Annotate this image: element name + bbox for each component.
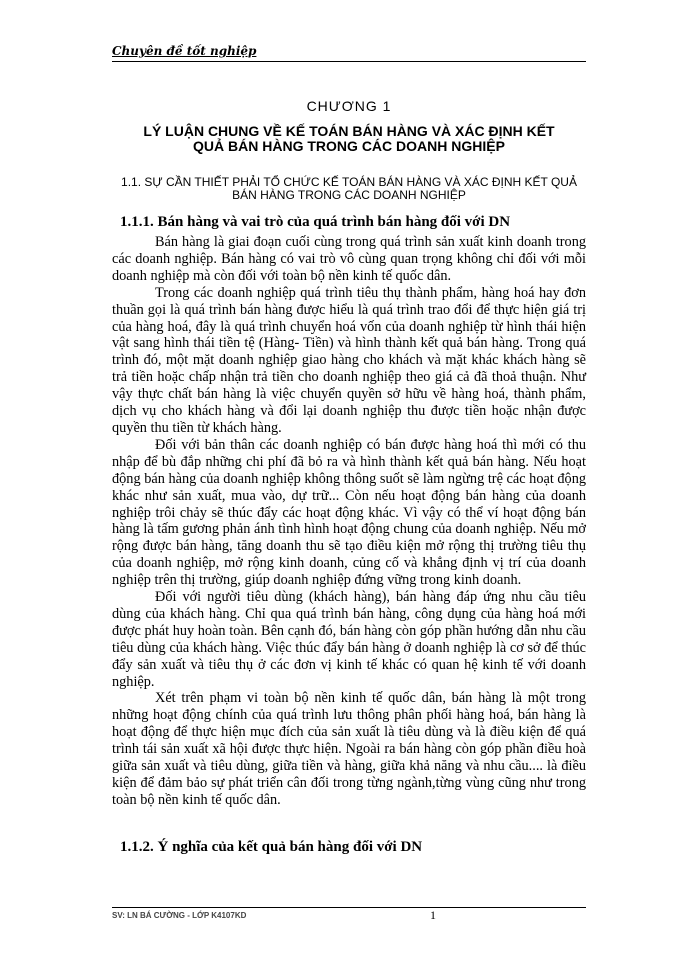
header-rule [112, 61, 586, 62]
paragraph-2: Trong các doanh nghiệp quá trình tiêu thụ thành phẩm, hàng hoá hay đơn thuần gọi là quá trình bán hàng được hiểu là quá trình trao đổi để thực hiện giá trị của hàng hoá, đây là quá trình chuyển hoá vốn của doanh nghiệp từ hình thái hiện vật sang hình thái tiền tệ (Hàng- Tiền) và hình thành kết quả bán hàng. Trong quá trình đó, một mặt doanh nghiệp giao hàng cho khách và mặt khác khách hàng sẽ trả tiền hoặc chấp nhận trả tiền cho doanh nghiệp theo giá cả đã thoả thuận. Như vậy thực chất bán hàng là việc chuyển quyền sở hữu về hàng hoá, thành phẩm, dịch vụ cho khách hàng và đổi lại doanh nghiệp thu được tiền hoặc nhận được quyền thu tiền từ khách hàng. [112, 284, 586, 436]
running-header: Chuyên đề tốt nghiệp [112, 44, 257, 58]
paragraph-1: Bán hàng là giai đoạn cuối cùng trong quá trình sản xuất kinh doanh trong các doanh nghiệp. Bán hàng có vai trò vô cùng quan trọng không chỉ đối với mỗi doanh nghiệp mà còn đối với toàn bộ nền kinh tế quốc dân. [112, 234, 586, 284]
section-title: 1.1. SỰ CẦN THIẾT PHẢI TỔ CHỨC KẾ TOÁN BÁN HÀNG VÀ XÁC ĐỊNH KẾT QUẢ BÁN HÀNG TRONG CÁC DOANH NGHIỆP [121, 175, 577, 202]
chapter-title: LÝ LUẬN CHUNG VỀ KẾ TOÁN BÁN HÀNG VÀ XÁC ĐỊNH KẾT QUẢ BÁN HÀNG TRONG CÁC DOANH NGHIỆP [143, 123, 555, 154]
paragraph-3: Đối với bản thân các doanh nghiệp có bán được hàng hoá thì mới có thu nhập để bù đắp những chi phí đã bỏ ra và hình thành kết quả bán hàng. Nếu hoạt động bán hàng của doanh nghiệp không thông suốt sẽ làm ngừng trệ các hoạt động khác như sản xuất, mua vào, dự trữ... Còn nếu hoạt động bán hàng của doanh nghiệp trôi chảy sẽ thúc đẩy các hoạt động khác. Vì vậy có thể ví hoạt động bán hàng là tấm gương phản ánh tình hình hoạt động chung của doanh nghiệp. Nếu mở rộng được bán hàng, tăng doanh thu sẽ tạo điều kiện mở rộng thị trường tiêu thụ của doanh nghiệp, mở rộng kinh doanh, củng cố và khẳng định vị trí của doanh nghiệp trên thị trường, giúp doanh nghiệp đứng vững trong kinh doanh. [112, 436, 586, 589]
paragraph-5: Xét trên phạm vi toàn bộ nền kinh tế quốc dân, bán hàng là một trong những hoạt động chính của quá trình lưu thông phân phối hàng hoá, bán hàng là hoạt động để thực hiện mục đích của sản xuất là tiêu dùng và là điều kiện để quá trình tái sản xuất xã hội được thực hiện. Ngoài ra bán hàng còn góp phần điều hoà giữa sản xuất và tiêu dùng, giữa tiền và hàng, giữa khả năng và nhu cầu.... là điều kiện để đảm bảo sự phát triển cân đối trong từng ngành,từng vùng cũng như trong toàn bộ nền kinh tế quốc dân. [112, 690, 586, 808]
paragraph-4: Đối với người tiêu dùng (khách hàng), bán hàng đáp ứng nhu cầu tiêu dùng của khách hàng. Chỉ qua quá trình bán hàng, công dụng của hàng hoá mới được phát huy hoàn toàn. Bên cạnh đó, bán hàng còn góp phần hướng dẫn nhu cầu tiêu dùng của khách hàng. Việc thúc đẩy bán hàng ở doanh nghiệp là cơ sở để thúc đẩy sản xuất và tiêu thụ ở các đơn vị kinh tế khác có quan hệ kinh tế với doanh nghiệp. [112, 589, 586, 690]
footer-rule [112, 907, 586, 908]
subsection-2-title: 1.1.2. Ý nghĩa của kết quả bán hàng đối với DN [120, 839, 423, 855]
subsection-1-title: 1.1.1. Bán hàng và vai trò của quá trình bán hàng đối với DN [120, 214, 511, 230]
footer-author: SV: LN BÁ CƯỜNG - LỚP K4107KD [112, 911, 247, 920]
page-number: 1 [430, 908, 436, 922]
body-text [112, 234, 586, 809]
chapter-label: CHƯƠNG 1 [306, 98, 392, 114]
